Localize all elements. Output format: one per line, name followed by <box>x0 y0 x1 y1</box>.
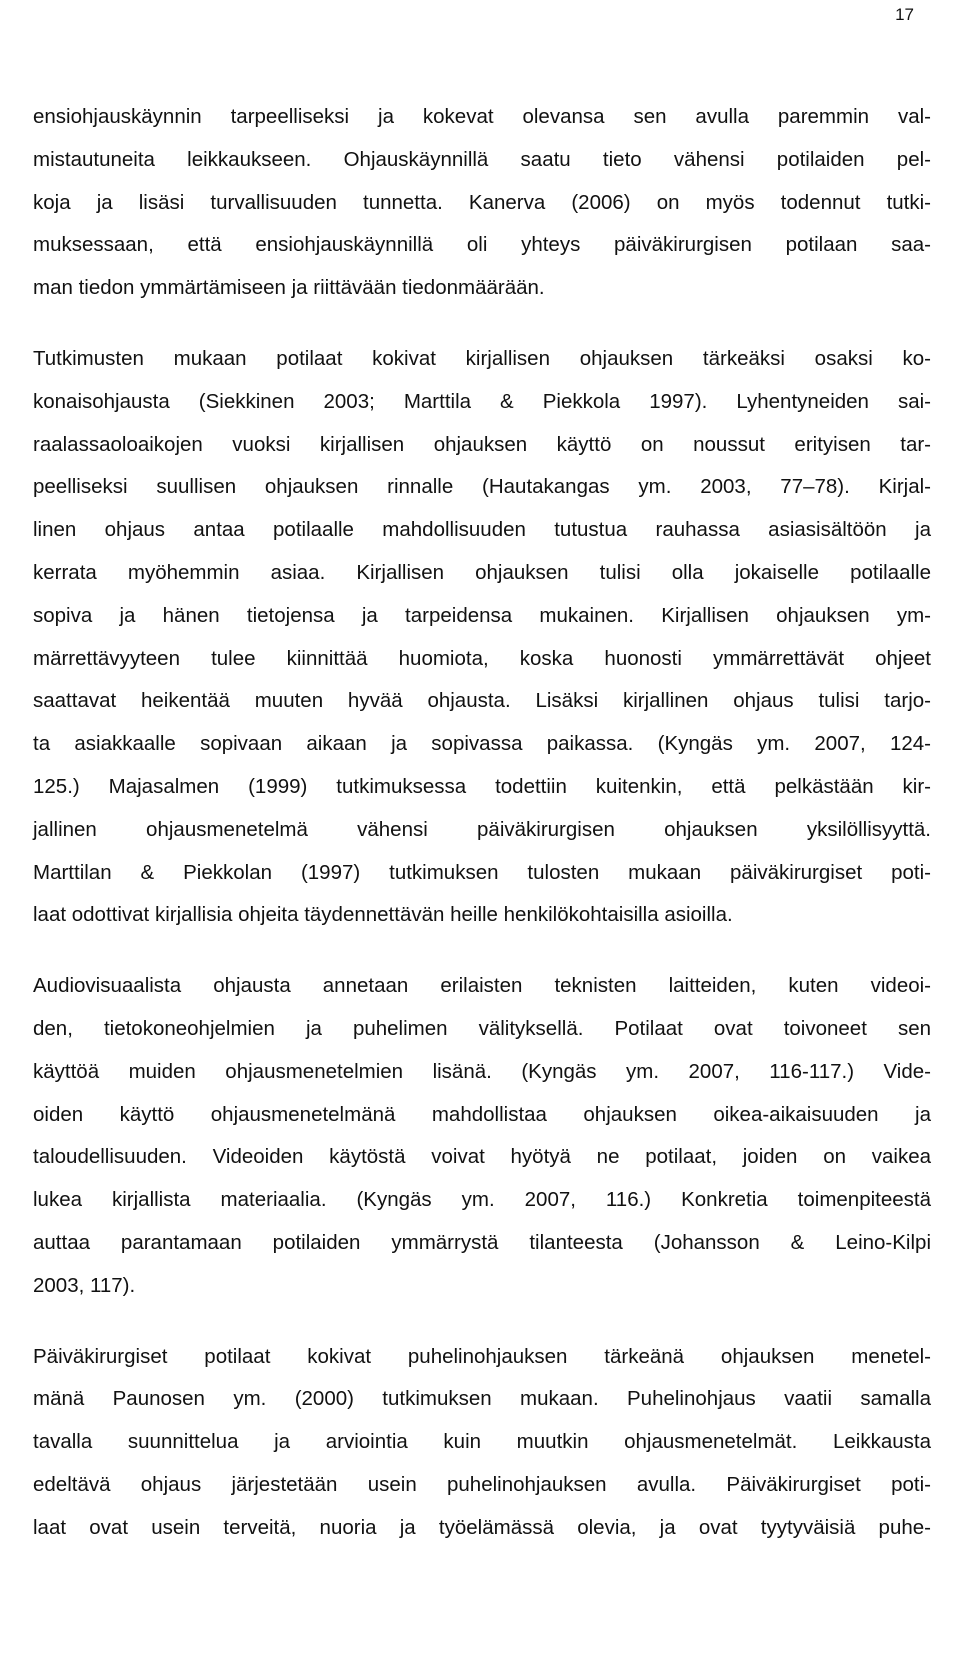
text-line: jallinen ohjausmenetelmä vähensi päiväkirurgisen ohjauksen yksilöllisyyttä. <box>33 817 931 841</box>
text-line: oiden käyttö ohjausmenetelmänä mahdollistaa ohjauksen oikea-aikaisuuden ja <box>33 1102 931 1126</box>
text-line: sopiva ja hänen tietojensa ja tarpeidensa mukainen. Kirjallisen ohjauksen ym- <box>33 603 931 627</box>
text-line: Marttilan & Piekkolan (1997) tutkimuksen tulosten mukaan päiväkirurgiset poti- <box>33 860 931 884</box>
text-line: ensiohjauskäynnin tarpeelliseksi ja kokevat olevansa sen avulla paremmin val- <box>33 105 931 128</box>
text-line: saattavat heikentää muuten hyvää ohjausta. Lisäksi kirjallinen ohjaus tulisi tarjo- <box>33 689 931 713</box>
text-line: Audiovisuaalista ohjausta annetaan erilaisten teknisten laitteiden, kuten videoi- <box>33 974 931 998</box>
text-line: mänä Paunosen ym. (2000) tutkimuksen mukaan. Puhelinohjaus vaatii samalla <box>33 1387 931 1411</box>
text-line: tavalla suunnittelua ja arviointia kuin muutkin ohjausmenetelmät. Leikkausta <box>33 1430 931 1454</box>
text-line: edeltävä ohjaus järjestetään usein puhelinohjauksen avulla. Päiväkirurgiset poti- <box>33 1472 931 1496</box>
text-line: raalassaoloaikojen vuoksi kirjallisen ohjauksen käyttö on noussut erityisen tar- <box>33 432 931 456</box>
text-line: linen ohjaus antaa potilaalle mahdollisuuden tutustua rauhassa asiasisältöön ja <box>33 518 931 542</box>
text-line: muksessaan, että ensiohjauskäynnillä oli yhteys päiväkirurgisen potilaan saa- <box>33 233 931 257</box>
text-line: lukea kirjallista materiaalia. (Kyngäs ym. 2007, 116.) Konkretia toimenpiteestä <box>33 1188 931 1212</box>
text-line: käyttöä muiden ohjausmenetelmien lisänä. (Kyngäs ym. 2007, 116-117.) Vide- <box>33 1059 931 1083</box>
text-line: mistautuneita leikkaukseen. Ohjauskäynnillä saatu tieto vähensi potilaiden pel- <box>33 147 931 171</box>
paragraph-2 <box>33 338 931 937</box>
text-line: auttaa parantamaan potilaiden ymmärrystä tilanteesta (Johansson & Leino-Kilpi <box>33 1230 931 1254</box>
page-number: 17 <box>895 5 914 24</box>
text-line: kerrata myöhemmin asiaa. Kirjallisen ohjauksen tulisi olla jokaiselle potilaalle <box>33 560 931 584</box>
paragraph-4 <box>33 1336 931 1550</box>
text-line: peelliseksi suullisen ohjauksen rinnalle (Hautakangas ym. 2003, 77–78). Kirjal- <box>33 475 931 499</box>
text-line: märrettävyyteen tulee kiinnittää huomiota, koska huonosti ymmärrettävät ohjeet <box>33 646 931 670</box>
document-body <box>33 96 931 1550</box>
paragraph-3 <box>33 965 931 1307</box>
text-line: ta asiakkaalle sopivaan aikaan ja sopivassa paikassa. (Kyngäs ym. 2007, 124- <box>33 732 931 756</box>
text-line: laat odottivat kirjallisia ohjeita täydennettävän heille henkilökohtaisilla asioilla. <box>33 903 733 927</box>
paragraph-1 <box>33 96 931 310</box>
text-line: Tutkimusten mukaan potilaat kokivat kirjallisen ohjauksen tärkeäksi osaksi ko- <box>33 346 931 370</box>
text-line: 125.) Majasalmen (1999) tutkimuksessa todettiin kuitenkin, että pelkästään kir- <box>33 774 931 798</box>
text-line: man tiedon ymmärtämiseen ja riittävään tiedonmäärään. <box>33 276 545 300</box>
text-line: taloudellisuuden. Videoiden käytöstä voivat hyötyä ne potilaat, joiden on vaikea <box>33 1145 931 1169</box>
text-line: Päiväkirurgiset potilaat kokivat puhelinohjauksen tärkeänä ohjauksen menetel- <box>33 1344 931 1368</box>
text-line: koja ja lisäsi turvallisuuden tunnetta. Kanerva (2006) on myös todennut tutki- <box>33 190 931 214</box>
text-line: 2003, 117). <box>33 1273 136 1297</box>
text-line: laat ovat usein terveitä, nuoria ja työelämässä olevia, ja ovat tyytyväisiä puhe- <box>33 1515 931 1539</box>
text-line: konaisohjausta (Siekkinen 2003; Marttila & Piekkola 1997). Lyhentyneiden sai- <box>33 389 931 413</box>
text-line: den, tietokoneohjelmien ja puhelimen välityksellä. Potilaat ovat toivoneet sen <box>33 1016 931 1040</box>
